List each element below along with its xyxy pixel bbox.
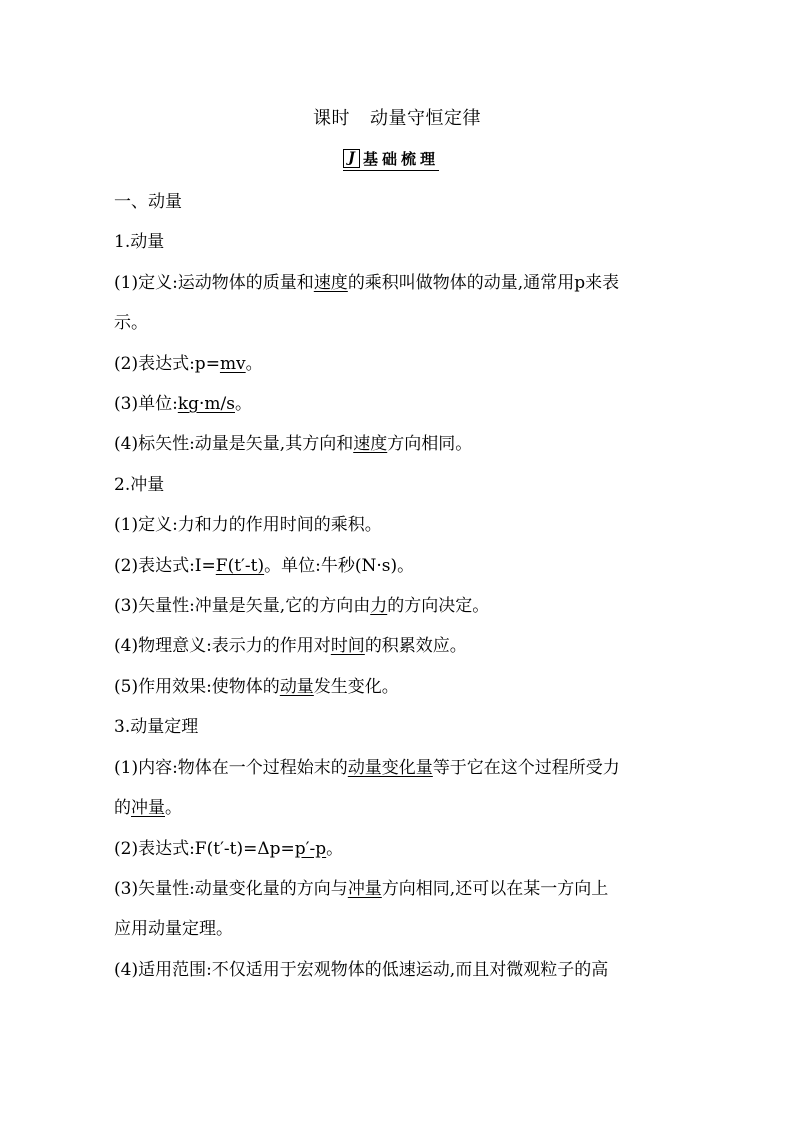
text-segment: 。 xyxy=(326,838,344,859)
underlined-answer: 力 xyxy=(370,596,388,617)
text-segment: (4)物理意义:表示力的作用对 xyxy=(114,636,331,657)
impulse-effect xyxy=(114,667,684,707)
text-segment: (3)单位: xyxy=(114,394,178,415)
page-title xyxy=(0,104,794,130)
underlined-answer: 冲量 xyxy=(131,798,165,819)
underlined-answer: F(t′-t) xyxy=(215,555,265,576)
theorem-scope: (4)适用范围:不仅适用于宏观物体的低速运动,而且对微观粒子的高 xyxy=(114,959,609,980)
text-segment: 发生变化。 xyxy=(313,676,399,697)
theorem-vector xyxy=(114,869,684,909)
momentum-definition-cont: 示。 xyxy=(114,313,148,334)
impulse-definition: (1)定义:力和力的作用时间的乘积。 xyxy=(114,515,382,536)
underlined-answer: 时间 xyxy=(330,636,365,657)
underlined-answer: 冲量 xyxy=(347,878,382,899)
impulse-vector xyxy=(114,586,684,626)
impulse-expression xyxy=(114,546,684,586)
text-segment: (5)作用效果:使物体的 xyxy=(114,676,280,697)
text-segment: (2)表达式:I= xyxy=(114,555,216,576)
text-segment: 。 xyxy=(165,798,182,819)
section-letter-icon: J xyxy=(343,149,360,168)
text-segment: 等于它在这个过程所受力 xyxy=(432,757,620,778)
momentum-vector xyxy=(114,424,684,464)
heading-momentum: 一、动量 xyxy=(114,192,182,212)
text-segment: (1)内容:物体在一个过程始末的 xyxy=(114,757,348,778)
text-segment: 的乘积叫做物体的动量,通常用p来表 xyxy=(347,272,620,293)
subheading-momentum: 1.动量 xyxy=(114,232,165,253)
text-segment: 的方向决定。 xyxy=(387,596,490,617)
text-segment: 。 xyxy=(234,394,252,415)
subheading-theorem: 3.动量定理 xyxy=(114,717,199,738)
underlined-answer: 动量变化量 xyxy=(347,757,433,778)
text-segment: (3)矢量性:冲量是矢量,它的方向由 xyxy=(114,596,371,617)
subheading-impulse: 2.冲量 xyxy=(114,474,165,495)
underlined-answer: kg·m/s xyxy=(177,394,235,415)
body-text xyxy=(114,182,684,990)
text-segment: 方向相同。 xyxy=(387,434,473,455)
underlined-answer: mv xyxy=(219,353,246,374)
section-badge xyxy=(343,148,439,171)
theorem-content-cont xyxy=(114,788,684,828)
text-segment: 。单位:牛秒(N·s)。 xyxy=(264,555,415,576)
text-segment: 方向相同,还可以在某一方向上 xyxy=(381,878,609,899)
text-segment: (3)矢量性:动量变化量的方向与 xyxy=(114,878,348,899)
underlined-answer: 速度 xyxy=(313,272,348,293)
momentum-unit xyxy=(114,384,684,424)
text-segment: 的积累效应。 xyxy=(364,636,467,657)
theorem-content xyxy=(114,748,684,788)
underlined-answer: p′-p xyxy=(294,838,327,859)
text-segment: 的 xyxy=(114,798,131,819)
text-segment: 。 xyxy=(245,353,263,374)
text-segment: (2)表达式:F(t′-t)=Δp= xyxy=(114,838,295,859)
title-part-2: 动量守恒定律 xyxy=(370,108,481,129)
theorem-expression xyxy=(114,829,684,869)
theorem-vector-cont: 应用动量定理。 xyxy=(114,919,233,940)
text-segment: (1)定义:运动物体的质量和 xyxy=(114,272,314,293)
momentum-definition xyxy=(114,263,684,303)
text-segment: (2)表达式:p= xyxy=(114,353,220,374)
impulse-meaning xyxy=(114,626,684,666)
text-segment: (4)标矢性:动量是矢量,其方向和 xyxy=(114,434,354,455)
title-part-1: 课时 xyxy=(313,108,350,129)
section-heading: 基础梳理 xyxy=(363,150,440,168)
underlined-answer: 速度 xyxy=(353,434,388,455)
momentum-expression xyxy=(114,344,684,384)
underlined-answer: 动量 xyxy=(279,676,314,697)
